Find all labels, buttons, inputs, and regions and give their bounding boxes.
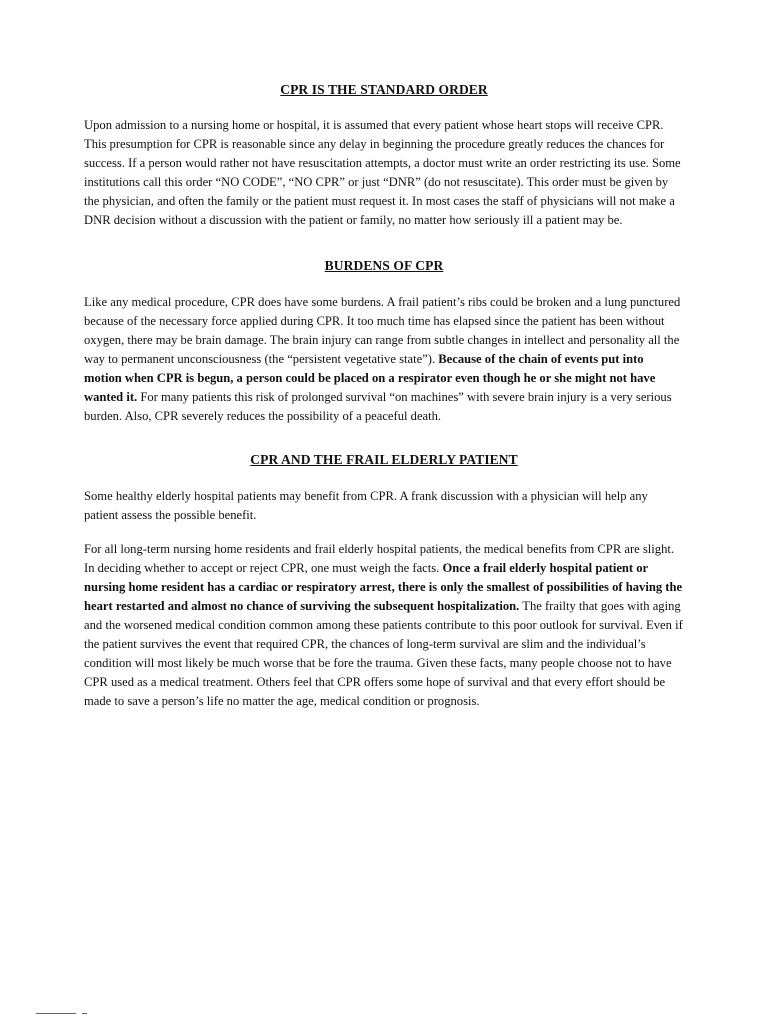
scan-artifact-mark	[82, 1013, 87, 1014]
paragraph-standard-order	[84, 116, 684, 230]
paragraph-burdens	[84, 293, 684, 426]
text-run: Like any medical procedure, CPR does have some burdens. A frail patient’s ribs could be broken and a lung punctured because of the necessary force applied during CPR. It too much time has elapsed since the patient has been without oxygen, there may be brain damage. The brain injury can range from subtle changes in intellect and personality all the way to permanent unconsciousness (the “persistent vegetative state”).	[84, 295, 681, 366]
text-run: For many patients this risk of prolonged survival “on machines” with severe brain injury is a very serious burden. Also, CPR severely reduces the possibility of a peaceful death.	[84, 390, 672, 423]
paragraph-healthy-elderly	[84, 487, 684, 525]
text-run: The frailty that goes with aging and the worsened medical condition common among these patients contribute to this poor outlook for survival. Even if the patient survives the event that required CPR, the chances of long-term survival are slim and the individual’s condition will most likely be much worse that be fore the trauma. Given these facts, many people choose not to have CPR used as a medical treatment. Others feel that CPR offers some hope of survival and that every effort should be made to save a person’s life no matter the age, medical condition or prognosis.	[84, 599, 683, 708]
paragraph-long-term-residents	[84, 540, 684, 711]
bold-text-run: Once a frail elderly hospital patient or nursing home resident has a cardiac or respiratory arrest, there is only the smallest of possibilities of having the heart restarted and almost no chance of surviving the subsequent hospitalization.	[84, 561, 683, 613]
section-heading-standard-order: CPR IS THE STANDARD ORDER	[280, 82, 488, 97]
section-heading-frail-elderly: CPR AND THE FRAIL ELDERLY PATIENT	[250, 452, 518, 467]
text-run: Upon admission to a nursing home or hospital, it is assumed that every patient whose heart stops will receive CPR. This presumption for CPR is reasonable since any delay in beginning the procedure greatly reduces the chances for success. If a person would rather not have resuscitation attempts, a doctor must write an order restricting its use. Some institutions call this order “NO CODE”, “NO CPR” or just “DNR” (do not resuscitate). This order must be given by the physician, and often the family or the patient must request it. In most cases the staff of physicians will not make a DNR decision without a discussion with the patient or family, no matter how seriously ill a patient may be.	[84, 118, 681, 227]
text-run: Some healthy elderly hospital patients may benefit from CPR. A frank discussion with a physician will help any patient assess the possible benefit.	[84, 489, 648, 522]
bold-text-run: Because of the chain of events put into motion when CPR is begun, a person could be placed on a respirator even though he or she might not have wanted it.	[84, 352, 656, 404]
scan-artifact-mark	[36, 1013, 76, 1014]
section-heading-burdens: BURDENS OF CPR	[324, 258, 444, 273]
text-run: For all long-term nursing home residents and frail elderly hospital patients, the medical benefits from CPR are slight. In deciding whether to accept or reject CPR, one must weigh the facts.	[84, 542, 675, 575]
document-page	[84, 82, 684, 711]
